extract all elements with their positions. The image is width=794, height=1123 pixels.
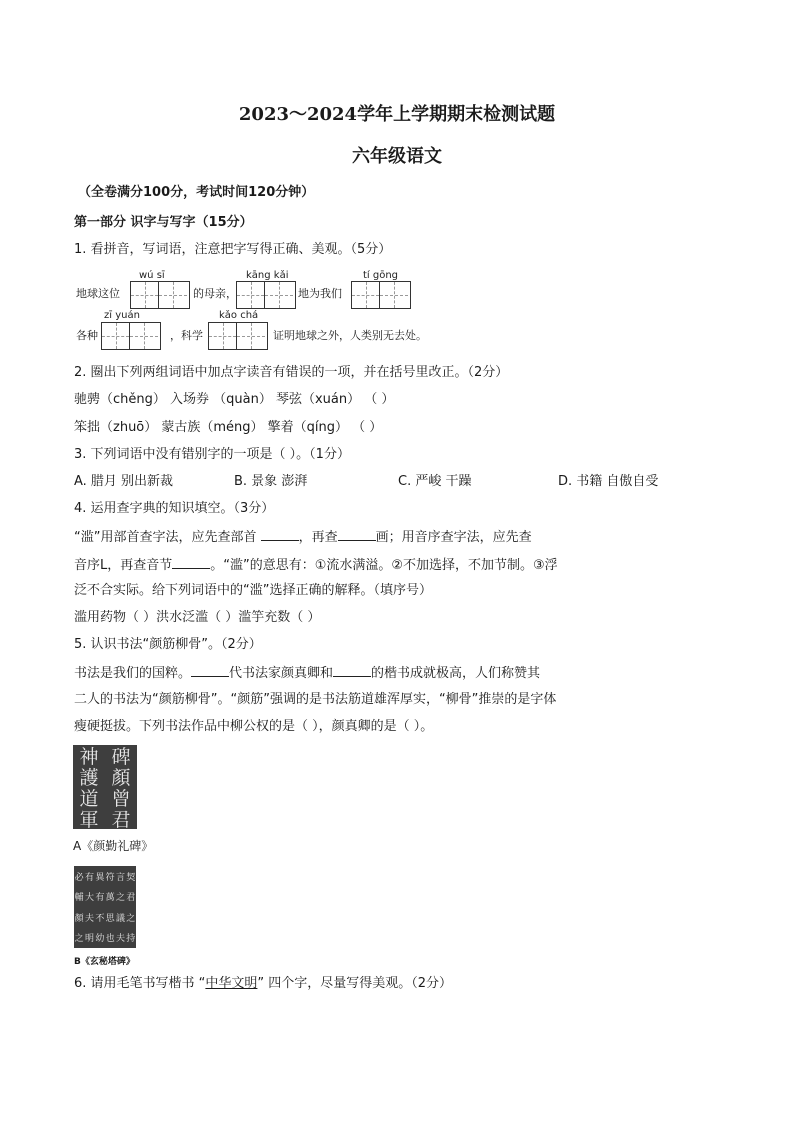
calligraphy-glyph: 君 xyxy=(126,893,136,904)
calligraphy-glyph: 夫 xyxy=(84,913,94,924)
calligraphy-glyph: 顏 xyxy=(111,767,131,789)
q4-blank-strokes[interactable] xyxy=(338,528,376,541)
calligraphy-glyph: 有 xyxy=(84,872,94,883)
q1-answer-box-1[interactable] xyxy=(130,281,190,309)
calligraphy-caption-b: B《玄秘塔碑》 xyxy=(74,957,135,967)
calligraphy-glyph: 道 xyxy=(79,788,99,810)
calligraphy-glyph: 曾 xyxy=(111,788,131,810)
q4-blank-syllable[interactable] xyxy=(172,556,210,569)
exam-subtitle: 六年级语文 xyxy=(352,146,442,167)
calligraphy-glyph: 顏 xyxy=(74,913,84,924)
exam-title: 2023～2024学年上学期期末检测试题 xyxy=(238,104,556,125)
q5-line-3: 瘦硬挺拔。下列书法作品中柳公权的是（ ），颜真卿的是（ ）。 xyxy=(74,719,434,734)
q4-prompt: 4. 运用查字典的知识填空。（3分） xyxy=(74,501,275,516)
part1-heading: 第一部分 识字与写字（15分） xyxy=(74,215,253,230)
calligraphy-glyph: 不 xyxy=(95,913,105,924)
calligraphy-glyph: 萬 xyxy=(105,893,115,904)
calligraphy-image-a xyxy=(73,745,137,829)
q1-answer-box-5[interactable] xyxy=(208,322,268,350)
calligraphy-glyph: 也 xyxy=(105,934,115,945)
q5-prompt: 5. 认识书法“颜筋柳骨”。（2分） xyxy=(74,637,262,652)
calligraphy-glyph: 夫 xyxy=(115,934,125,945)
calligraphy-glyph: 碑 xyxy=(111,746,131,768)
q3-prompt: 3. 下列词语中没有错别字的一项是（ ）。（1分） xyxy=(74,447,350,462)
q4-line-1: “滥”用部首查字法，应先查部首 ，再查 画；用音序查字法，应先查 xyxy=(74,530,532,545)
q4-line-3: 泛不合实际。给下列词语中的“滥”选择正确的解释。（填序号） xyxy=(74,583,432,598)
calligraphy-glyph: 契 xyxy=(126,872,136,883)
q1-row2-tail: 证明地球之外，人类别无去处。 xyxy=(273,329,427,342)
q1-row1-lead: 地球这位 xyxy=(76,287,120,300)
calligraphy-glyph: 神 xyxy=(79,746,99,768)
q1-answer-box-4[interactable] xyxy=(101,322,161,350)
q1-pinyin-4: zī yuán xyxy=(104,310,140,321)
q1-row2-mid1: ，科学 xyxy=(170,329,203,342)
calligraphy-glyph: 君 xyxy=(111,809,131,829)
calligraphy-glyph: 必 xyxy=(74,872,84,883)
q5-line-1: 书法是我们的国粹。 代书法家颜真卿和 的楷书成就极高，人们称赞其 xyxy=(74,666,541,681)
calligraphy-glyph: 有 xyxy=(95,893,105,904)
calligraphy-caption-a: A《颜勤礼碑》 xyxy=(73,839,154,853)
exam-note: （全卷满分100分，考试时间120分钟） xyxy=(78,185,315,200)
calligraphy-glyph: 持 xyxy=(126,934,136,945)
q2-prompt: 2. 圈出下列两组词语中加点字读音有错误的一项，并在括号里改正。（2分） xyxy=(74,365,509,380)
calligraphy-glyph: 幼 xyxy=(95,934,105,945)
q1-pinyin-5: kǎo chá xyxy=(219,310,259,321)
calligraphy-glyph: 異 xyxy=(95,872,105,883)
q4-line-4: 滥用药物（ ）洪水泛滥（ ）滥竽充数（ ） xyxy=(74,610,321,625)
q3-option-c[interactable]: C. 严峻 干躁 xyxy=(398,474,472,489)
q1-row1-mid2: 地为我们 xyxy=(298,287,342,300)
calligraphy-glyph: 思 xyxy=(105,913,115,924)
calligraphy-glyph: 議 xyxy=(115,913,125,924)
calligraphy-glyph: 言 xyxy=(115,872,125,883)
calligraphy-glyph: 軍 xyxy=(79,809,99,829)
q1-answer-box-3[interactable] xyxy=(351,281,411,309)
calligraphy-glyph: 之 xyxy=(74,934,84,945)
q6-target-word: 中华文明 xyxy=(205,976,258,991)
q3-option-d[interactable]: D. 书籍 自傲自受 xyxy=(558,474,659,489)
calligraphy-glyph: 大 xyxy=(84,893,94,904)
calligraphy-glyph: 護 xyxy=(79,767,99,789)
q5-line-2: 二人的书法为“颜筋柳骨”。“颜筋”强调的是书法筋道雄浑厚实，“柳骨”推崇的是字体 xyxy=(74,692,557,707)
calligraphy-image-b xyxy=(74,866,136,948)
q6-prompt: 6. 请用毛笔书写楷书 “中华文明” 四个字，尽量写得美观。（2分） xyxy=(74,976,453,991)
q4-blank-radical[interactable] xyxy=(261,528,299,541)
q1-pinyin-3: tí gōng xyxy=(363,270,399,281)
q3-option-a[interactable]: A. 腊月 别出新裁 xyxy=(74,474,174,489)
q5-blank-calligrapher[interactable] xyxy=(333,664,371,677)
calligraphy-glyph: 符 xyxy=(105,872,115,883)
calligraphy-glyph: 明 xyxy=(84,934,94,945)
q2-line-2: 笨拙（zhuō） 蒙古族（méng） 擎着（qíng） （ ） xyxy=(74,420,383,435)
q1-row1-mid1: 的母亲， xyxy=(193,287,237,300)
q2-line-1: 驰骋（chěng） 入场券 （quàn） 琴弦（xuán） （ ） xyxy=(74,392,395,407)
calligraphy-glyph: 之 xyxy=(115,893,125,904)
q1-answer-box-2[interactable] xyxy=(236,281,296,309)
q3-option-b[interactable]: B. 景象 澎湃 xyxy=(234,474,308,489)
q1-row2-lead: 各种 xyxy=(76,329,98,342)
q1-prompt: 1. 看拼音，写词语，注意把字写得正确、美观。（5分） xyxy=(74,242,392,257)
q1-pinyin-1: wú sī xyxy=(139,270,165,281)
q4-line-2: 音序L，再查音节 。“滥”的意思有：①流水满溢。②不加选择，不加节制。③浮 xyxy=(74,558,558,573)
calligraphy-glyph: 輔 xyxy=(74,893,84,904)
calligraphy-glyph: 之 xyxy=(126,913,136,924)
q1-pinyin-2: kāng kǎi xyxy=(246,270,289,281)
q5-blank-dynasty[interactable] xyxy=(191,664,229,677)
